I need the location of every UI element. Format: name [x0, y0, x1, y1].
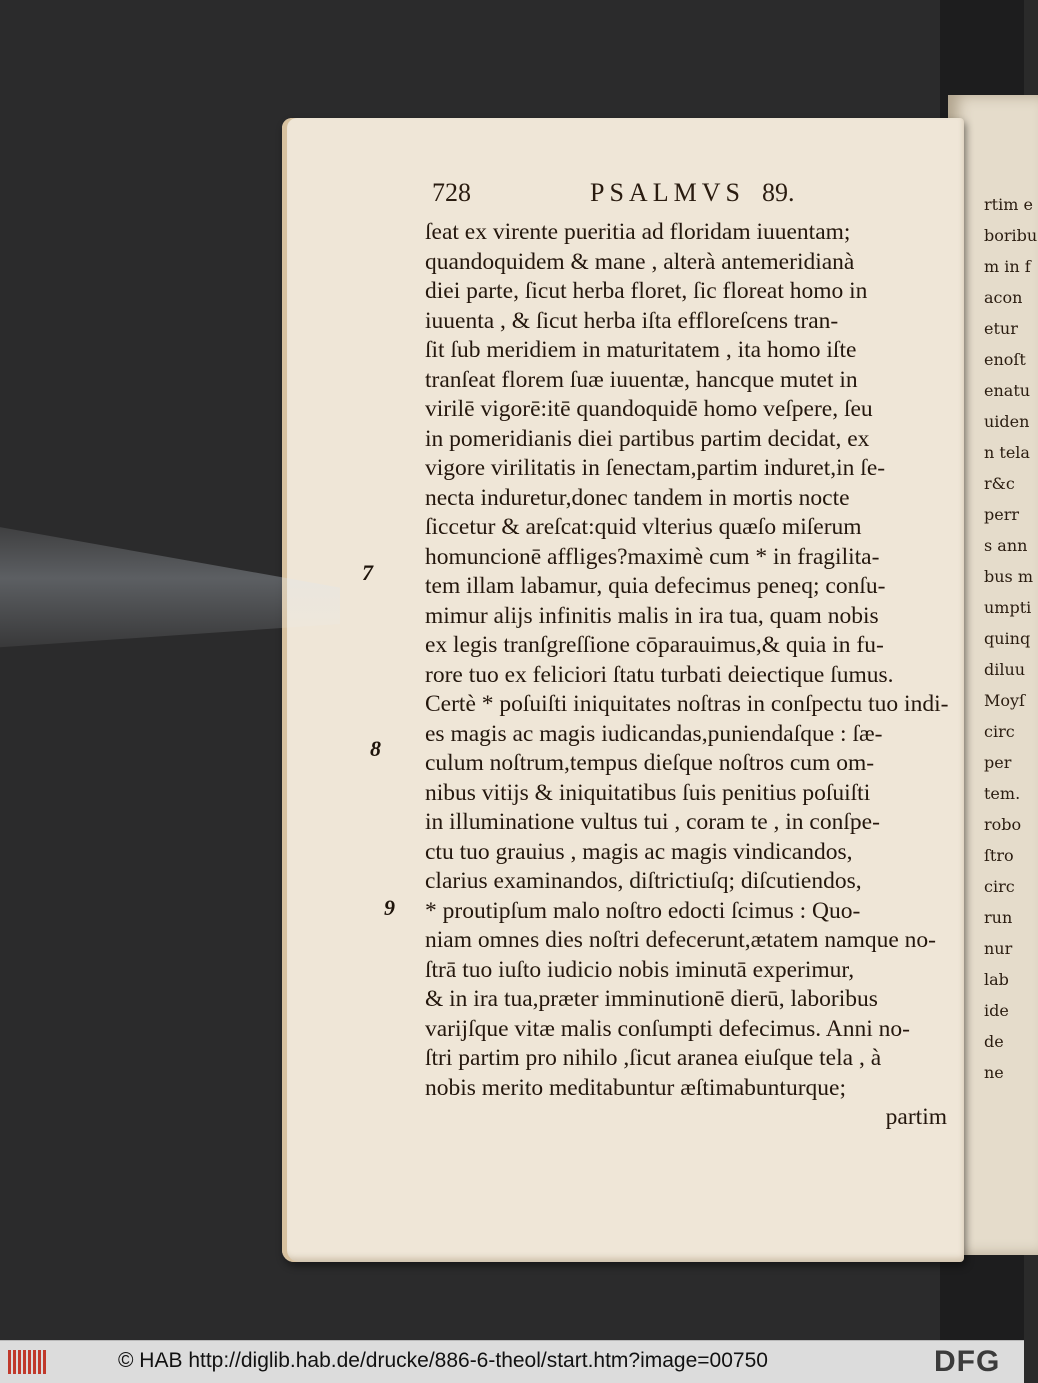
text-line: nobis merito meditabuntur æſtimabunturque; [425, 1074, 846, 1101]
text-line: tranſeat florem ſuæ iuuentæ, hancque mutet in [425, 366, 858, 393]
facing-text-line: n tela [984, 443, 1030, 462]
text-line: varijſque vitæ malis conſumpti defecimus. Anni no- [425, 1015, 910, 1042]
facing-text-line: boribu [984, 226, 1038, 245]
facing-text-line: perr [984, 505, 1020, 524]
text-line: iuuenta , & ſicut herba iſta effloreſcens tran- [425, 307, 839, 334]
facing-text-line: enoſt [984, 350, 1026, 369]
running-head: PSALMVS [590, 178, 745, 207]
footer-bar [0, 1340, 1024, 1383]
facing-text-line: uiden [984, 412, 1030, 431]
facing-text-line: quinq [984, 629, 1031, 648]
text-line: es magis ac magis iudicandas,puniendaſque : ſæ- [425, 720, 883, 747]
text-line: ſtri partim pro nihilo ,ſicut aranea eiuſque tela , à [425, 1045, 882, 1071]
verse-marker-7: 7 [362, 560, 373, 585]
text-line: virilē vigorē:itē quandoquidē homo veſpere, ſeu [425, 396, 873, 422]
text-line: quandoquidem & mane , alterà antemeridianà [425, 248, 855, 275]
facing-text-line: ſtro [984, 846, 1014, 865]
text-line: homuncionē affliges?maximè cum * in fragilita- [425, 543, 880, 570]
text-line: ſeat ex virente pueritia ad floridam iuuentam; [425, 219, 851, 245]
facing-text-line: acon [984, 288, 1023, 307]
text-line: clarius examinandos, diſtrictiuſq; diſcutiendos, [425, 868, 862, 894]
page-header [432, 178, 852, 218]
text-line: ſit ſub meridiem in maturitatem , ita homo iſte [425, 337, 857, 363]
text-line: rore tuo ex feliciori ſtatu turbati deiectique ſumus. [425, 661, 894, 688]
facing-text-line: diluu [984, 660, 1026, 679]
facing-text-line: m in f [984, 257, 1031, 276]
text-line: vigore virilitatis in ſenectam,partim induret,in ſe- [425, 455, 886, 481]
dfg-logo: DFG [934, 1345, 1001, 1378]
facing-text-line: ide [984, 1001, 1009, 1020]
facing-text-line: lab [984, 970, 1009, 989]
text-line: diei parte, ſicut herba floret, ſic floreat homo in [425, 278, 868, 304]
text-line: necta induretur,donec tandem in mortis nocte [425, 484, 850, 511]
facing-text-line: per [984, 753, 1012, 772]
facing-text-line: de [984, 1032, 1004, 1051]
hab-logo-icon [8, 1350, 48, 1374]
text-line: mimur alijs infinitis malis in ira tua, quam nobis [425, 602, 879, 629]
text-line: ſtrā tuo iuſto iudicio nobis iminutā experimur, [425, 956, 855, 983]
body-text [425, 218, 955, 1133]
facing-text-line: r&c [984, 474, 1015, 493]
text-line: culum noſtrum,tempus dieſque noſtros cum om- [425, 750, 875, 776]
facing-text-line: umpti [984, 598, 1032, 617]
verse-marker-8: 8 [370, 736, 381, 761]
facing-text-line: bus m [984, 567, 1034, 586]
verse-marker-9: 9 [384, 895, 395, 920]
text-line: ctu tuo grauius , magis ac magis vindicandos, [425, 838, 853, 865]
facing-text-line: circ [984, 722, 1015, 741]
text-line: niam omnes dies noſtri defecerunt,ætatem namque no- [425, 927, 936, 953]
text-line: ſiccetur & areſcat:quid vlterius quæſo miſerum [425, 514, 862, 540]
facing-text-line: run [984, 908, 1013, 927]
text-line: nibus vitijs & iniquitatibus ſuis penitius poſuiſti [425, 779, 871, 806]
text-line: in pomeridianis diei partibus partim decidat, ex [425, 425, 870, 452]
text-line: tem illam labamur, quia defecimus peneq; conſu- [425, 573, 886, 599]
text-line: * proutipſum malo noſtro edocti ſcimus : Quo- [425, 897, 861, 924]
facing-text-line: circ [984, 877, 1015, 896]
facing-text-line: nur [984, 939, 1013, 958]
text-line: & in ira tua,præter imminutionē dierū, laboribus [425, 986, 878, 1012]
facing-text-line: enatu [984, 381, 1031, 400]
facing-text-line: etur [984, 319, 1018, 338]
facing-text-line: ne [984, 1063, 1004, 1082]
text-line: Certè * poſuiſti iniquitates noſtras in conſpectu tuo indi- [425, 691, 949, 717]
running-head-number: 89. [762, 178, 795, 207]
footer-url[interactable]: © HAB http://diglib.hab.de/drucke/886-6-theol/start.htm?image=00750 [118, 1349, 768, 1372]
facing-text-line: s ann [984, 536, 1028, 555]
facing-text-line: rtim e [984, 195, 1033, 214]
facing-text-line: robo [984, 815, 1022, 834]
page-number: 728 [432, 178, 471, 207]
text-line: in illuminatione vultus tui , coram te , in conſpe- [425, 809, 880, 835]
facing-text-line: tem. [984, 784, 1021, 803]
catchword: partim [885, 1104, 947, 1130]
text-line: ex legis tranſgreſſione cōparauimus,& quia in fu- [425, 632, 884, 658]
facing-text-line: Moyſ [984, 691, 1025, 710]
